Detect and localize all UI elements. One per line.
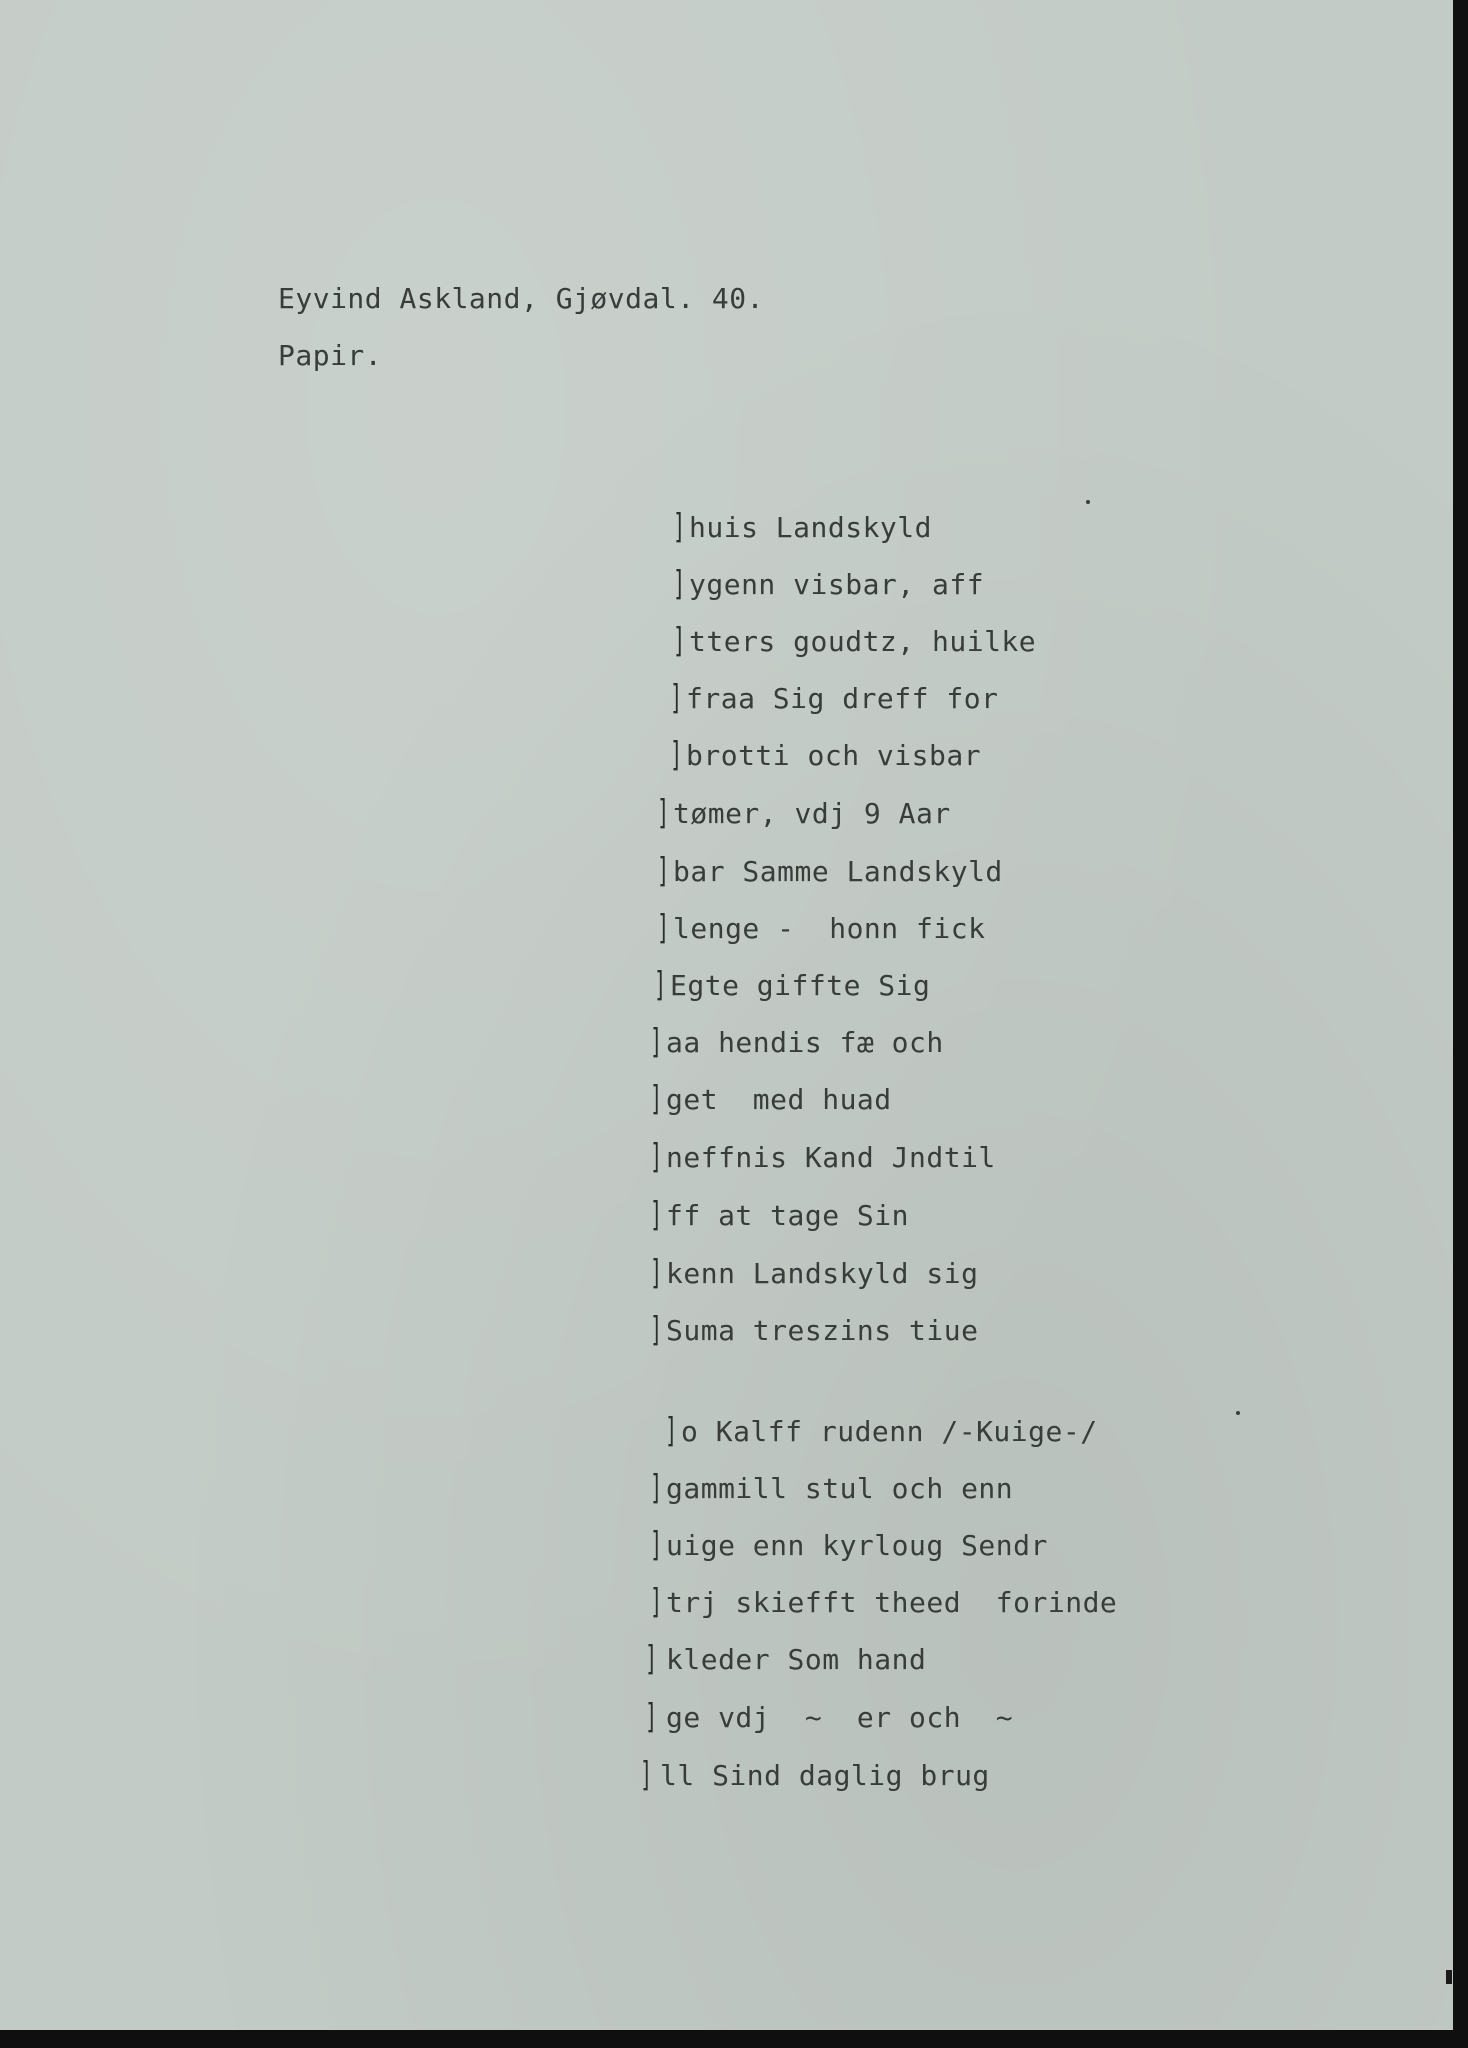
- fragment-line: brotti och visbar: [686, 739, 982, 772]
- bracket-mark: ]: [657, 851, 670, 891]
- bracket-mark: ]: [654, 965, 667, 1005]
- bracket-mark: ]: [650, 1079, 663, 1119]
- fragment-line: fraa Sig dreff for: [686, 682, 999, 715]
- fragment-line: o Kalff rudenn /-Kuige-/: [681, 1415, 1098, 1448]
- fragment-line: ygenn visbar, aff: [689, 568, 985, 601]
- header-subtitle: Papir.: [278, 339, 383, 372]
- bracket-mark: ]: [650, 1195, 663, 1235]
- header-title: Eyvind Askland, Gjøvdal. 40.: [278, 282, 765, 315]
- fragment-line: tters goudtz, huilke: [689, 625, 1037, 658]
- bracket-mark: ]: [650, 1468, 663, 1508]
- bracket-mark: ]: [650, 1137, 663, 1177]
- fragment-line: lenge - honn fick: [673, 912, 986, 945]
- fragment-line: tømer, vdj 9 Aar: [673, 797, 951, 830]
- fragment-line: gammill stul och enn: [666, 1472, 1014, 1505]
- bracket-mark: ]: [657, 793, 670, 833]
- paper-speck: [1236, 1411, 1240, 1415]
- fragment-line: ll Sind daglig brug: [660, 1759, 990, 1792]
- bracket-mark: ]: [650, 1525, 663, 1565]
- fragment-line: ge vdj ~ er och ~: [666, 1701, 1014, 1734]
- fragment-line: aa hendis fæ och: [666, 1026, 944, 1059]
- edge-mark: [1446, 1970, 1452, 1984]
- bracket-mark: ]: [665, 1411, 678, 1451]
- fragment-line: ff at tage Sin: [666, 1199, 910, 1232]
- bracket-mark: ]: [673, 507, 686, 547]
- bracket-mark: ]: [650, 1310, 663, 1350]
- fragment-line: huis Landskyld: [689, 511, 933, 544]
- bracket-mark: ]: [673, 564, 686, 604]
- bracket-mark: ]: [645, 1697, 658, 1737]
- fragment-line: get med huad: [666, 1083, 892, 1116]
- fragment-line: trj skiefft theed forinde: [666, 1586, 1118, 1619]
- bracket-mark: ]: [650, 1582, 663, 1622]
- bracket-mark: ]: [650, 1022, 663, 1062]
- fragment-line: Egte giffte Sig: [670, 969, 931, 1002]
- bracket-mark: ]: [670, 678, 683, 718]
- fragment-line: neffnis Kand Jndtil: [666, 1141, 996, 1174]
- fragment-line: Suma treszins tiue: [666, 1314, 979, 1347]
- fragment-line: uige enn kyrloug Sendr: [666, 1529, 1048, 1562]
- bracket-mark: ]: [657, 908, 670, 948]
- bracket-mark: ]: [670, 735, 683, 775]
- bracket-mark: ]: [645, 1639, 658, 1679]
- paper-speck: [1086, 500, 1090, 504]
- bracket-mark: ]: [650, 1253, 663, 1293]
- bracket-mark: ]: [673, 621, 686, 661]
- bracket-mark: ]: [640, 1755, 653, 1795]
- fragment-line: kenn Landskyld sig: [666, 1257, 979, 1290]
- fragment-line: bar Samme Landskyld: [673, 855, 1003, 888]
- fragment-line: kleder Som hand: [666, 1643, 927, 1676]
